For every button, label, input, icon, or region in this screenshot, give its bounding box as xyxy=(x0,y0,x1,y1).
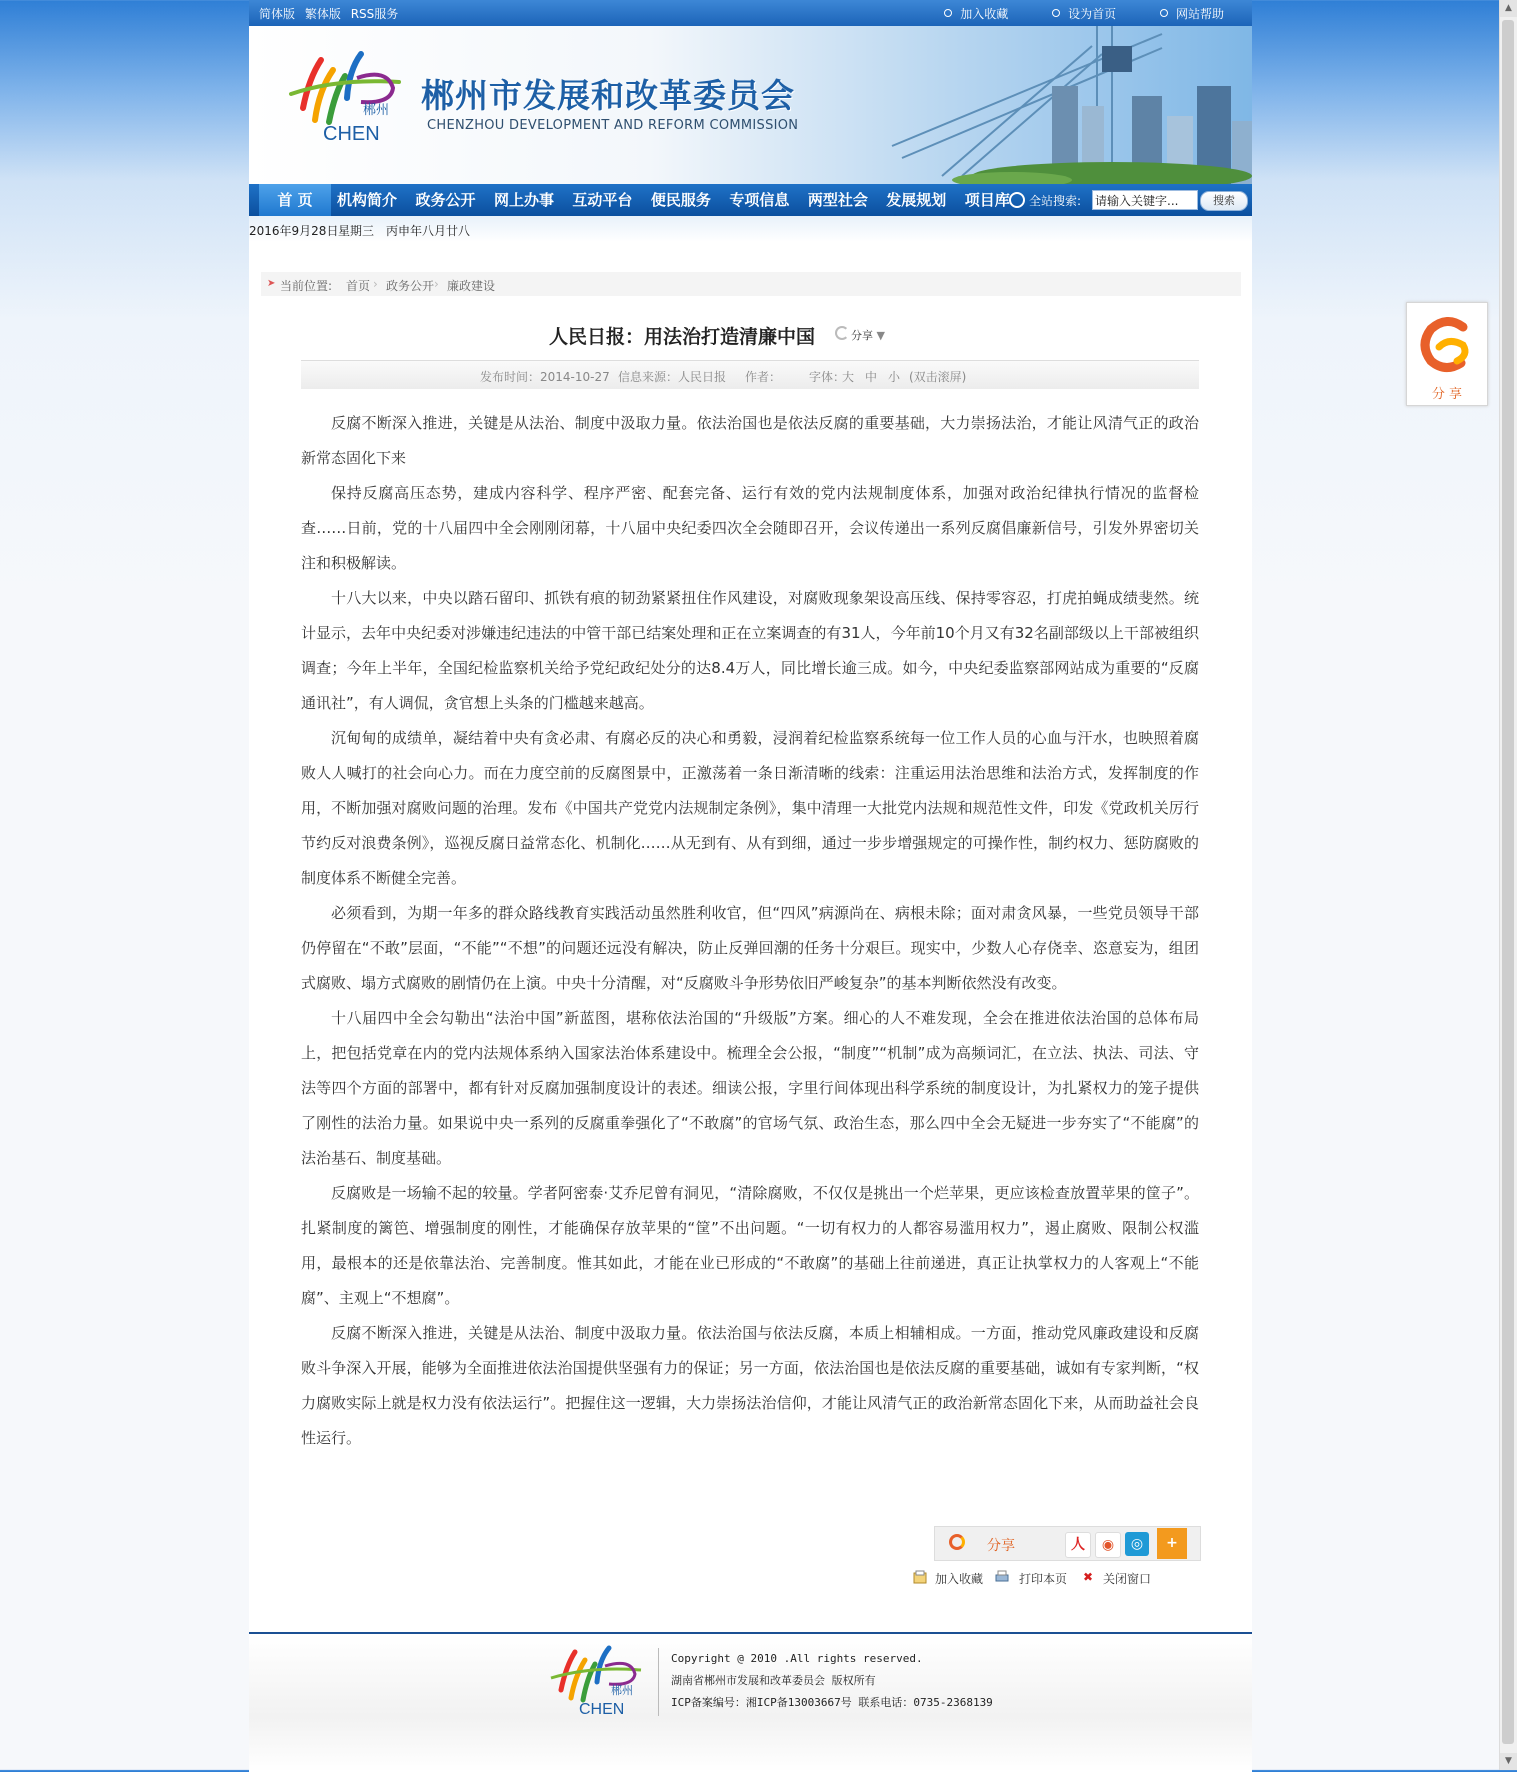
breadcrumb xyxy=(261,272,1241,296)
tencent-weibo-icon[interactable]: ◎ xyxy=(1125,1532,1149,1556)
owner-text: 湖南省郴州市发展和改革委员会 版权所有 xyxy=(671,1674,876,1687)
rss-link[interactable]: RSS服务 xyxy=(350,7,399,21)
simplified-chinese-link[interactable]: 简体版 xyxy=(259,7,296,21)
site-logo xyxy=(287,48,407,148)
nav-item-development-planning[interactable]: 发展规划 xyxy=(886,191,947,209)
chevron-down-icon: ▼ xyxy=(876,329,885,342)
footer xyxy=(249,1632,1252,1772)
breadcrumb-arrow-icon: ➤ xyxy=(267,278,276,289)
weibo-icon[interactable]: ◉ xyxy=(1095,1532,1121,1558)
site-title-english: CHENZHOU DEVELOPMENT AND REFORM COMMISSION xyxy=(427,118,799,133)
traditional-chinese-link[interactable]: 繁体版 xyxy=(304,7,341,21)
scrollbar-thumb[interactable] xyxy=(1502,20,1514,1744)
share-logo-icon xyxy=(1419,315,1475,377)
article-paragraph: 反腐不断深入推进，关键是从法治、制度中汲取力量。依法治国也是依法反腐的重要基础，大力崇扬法治，才能让风清气正的政治新常态固化下来 xyxy=(301,414,1199,467)
scroll-down-arrow-icon[interactable]: ▼ xyxy=(1500,1753,1517,1770)
info-source: 信息来源：人民日报 xyxy=(618,370,727,384)
lunar-date: 丙申年八月廿八 xyxy=(386,224,471,238)
breadcrumb-label: 当前位置: xyxy=(280,279,333,293)
nav-item-public-services[interactable]: 便民服务 xyxy=(650,191,711,209)
author: 作者： xyxy=(745,370,782,384)
breadcrumb-separator-icon: › xyxy=(373,277,378,291)
article-paragraph: 保持反腐高压态势，建成内容科学、程序严密、配套完备、运行有效的党内法规制度体系，加强对政治纪律执行情况的监督检查……日前，党的十八届四中全会刚刚闭幕，十八届中央纪委四次全会随即召开，会议传递出一系列反腐倡廉新信号，引发外界密切关注和积极解读。 xyxy=(301,484,1199,572)
floating-share-button[interactable] xyxy=(1406,302,1488,406)
add-favorite-link[interactable]: 加入收藏 xyxy=(944,7,1008,21)
article-paragraph: 十八大以来，中央以踏石留印、抓铁有痕的韧劲紧紧扭住作风建设，对腐败现象架设高压线、保持零容忍，打虎拍蝇成绩斐然。统计显示，去年中央纪委对涉嫌违纪违法的中管干部已结案处理和正在立案调查的有31人，今年前10个月又有32名副部级以上干部被组织调查；今年上半年，全国纪检监察机关给予党纪政纪处分的达8.4万人，同比增长逾三成。如今，中央纪委监察部网站成为重要的“反腐通讯社”，有人调侃，贪官想上头条的门槛越来越高。 xyxy=(301,589,1199,712)
page-tools xyxy=(913,1568,1213,1588)
nav-item-special-info[interactable]: 专项信息 xyxy=(729,191,790,209)
share-logo-icon[interactable] xyxy=(949,1534,965,1550)
set-homepage-link[interactable]: 设为首页 xyxy=(1052,7,1116,21)
nav-item-project-library[interactable]: 项目库 xyxy=(964,191,1010,209)
copyright-text: Copyright @ 2010 .All rights reserved. xyxy=(671,1652,923,1665)
article-paragraph: 十八届四中全会勾勒出“法治中国”新蓝图，堪称依法治国的“升级版”方案。细心的人不难发现，全会在推进依法治国的总体布局上，把包括党章在内的党内法规体系纳入国家法治体系建设中。梳理全会公报，“制度”“机制”成为高频词汇，在立法、执法、司法、守法等四个方面的部署中，都有针对反腐加强制度设计的表述。细读公报，字里行间体现出科学系统的制度设计，为扎紧权力的笼子提供了刚性的法治力量。如果说中央一系列的反腐重拳强化了“不敢腐”的官场气氛、政治生态，那么四中全会无疑进一步夯实了“不能腐”的法治基石、制度基础。 xyxy=(301,1009,1199,1167)
breadcrumb-item-home[interactable]: 首页 xyxy=(346,279,371,293)
svg-text:CHEN: CHEN xyxy=(323,123,380,145)
svg-text:郴州: 郴州 xyxy=(611,1684,633,1697)
current-weekday: 星期三 xyxy=(338,224,375,238)
article-body xyxy=(301,406,1199,1456)
title-share-button[interactable]: 分享 ▼ xyxy=(835,326,885,343)
breadcrumb-item-clean-governance[interactable]: 廉政建设 xyxy=(447,279,496,293)
font-size-medium[interactable]: 中 xyxy=(865,370,878,384)
breadcrumb-item-government-affairs[interactable]: 政务公开 xyxy=(386,279,435,293)
scroll-hint: (双击滚屏) xyxy=(909,370,967,384)
font-size-label: 字体： xyxy=(809,370,846,384)
nav-item-government-affairs[interactable]: 政务公开 xyxy=(415,191,476,209)
font-size-small[interactable]: 小 xyxy=(888,370,901,384)
nav-item-about[interactable]: 机构简介 xyxy=(337,191,398,209)
search-input[interactable] xyxy=(1092,190,1198,210)
article-meta-bar xyxy=(301,360,1199,389)
site-title: 郴州市发展和改革委员会 xyxy=(421,76,795,115)
nav-home[interactable]: 首 页 xyxy=(259,184,331,216)
breadcrumb-separator-icon: › xyxy=(434,277,439,291)
nav-item-two-oriented-society[interactable]: 两型社会 xyxy=(807,191,868,209)
main-navigation xyxy=(249,184,1252,216)
close-icon: ✖ xyxy=(1083,1570,1094,1584)
footer-info xyxy=(671,1648,993,1714)
bullet-icon xyxy=(1160,9,1168,17)
vertical-scrollbar[interactable] xyxy=(1499,0,1517,1770)
printer-icon xyxy=(995,1570,1009,1584)
share-toolbar xyxy=(934,1526,1201,1561)
nav-item-online-services[interactable]: 网上办事 xyxy=(493,191,554,209)
top-utility-bar xyxy=(249,0,1252,26)
article-paragraph: 反腐败是一场输不起的较量。学者阿密泰·艾乔尼曾有洞见，“清除腐败，不仅仅是挑出一个烂苹果，更应该检查放置苹果的筐子”。扎紧制度的篱笆、增强制度的刚性，才能确保存放苹果的“筐”不出问题。“一切有权力的人都容易滥用权力”，遏止腐败、限制公权滥用，最根本的还是依靠法治、完善制度。惟其如此，才能在业已形成的“不敢腐”的基础上往前递进，真正让执掌权力的人客观上“不能腐”、主观上“不想腐”。 xyxy=(301,1184,1199,1307)
share-label[interactable]: 分享 xyxy=(987,1538,1015,1554)
page-container xyxy=(249,0,1252,1770)
svg-text:郴州: 郴州 xyxy=(363,103,390,118)
header-banner xyxy=(249,26,1252,184)
bullet-icon xyxy=(944,9,952,17)
renren-icon[interactable]: 人 xyxy=(1065,1532,1091,1558)
scroll-up-arrow-icon[interactable]: ▲ xyxy=(1500,0,1517,17)
search-icon xyxy=(1009,192,1025,208)
svg-text:CHEN: CHEN xyxy=(579,1701,625,1718)
share-icon xyxy=(835,326,849,340)
font-size-large[interactable]: 大 xyxy=(842,370,855,384)
favorite-icon xyxy=(913,1570,927,1584)
floating-share-label: 分 享 xyxy=(1431,387,1463,402)
close-window-button[interactable]: 关闭窗口 xyxy=(1103,1572,1152,1586)
date-bar xyxy=(249,216,1252,242)
current-date: 2016年9月28日 xyxy=(249,224,339,238)
publish-time: 发布时间：2014-10-27 xyxy=(480,370,610,384)
city-construction-illustration xyxy=(832,26,1252,184)
bullet-icon xyxy=(1052,9,1060,17)
nav-item-interaction[interactable]: 互动平台 xyxy=(572,191,633,209)
icp-text: ICP备案编号：湘ICP备13003667号 联系电话：0735-2368139 xyxy=(671,1696,993,1709)
print-page-button[interactable]: 打印本页 xyxy=(1019,1572,1068,1586)
article-paragraph: 必须看到，为期一年多的群众路线教育实践活动虽然胜利收官，但“四风”病源尚在、病根未除；面对肃贪风暴，一些党员领导干部仍停留在“不敢”层面，“不能”“不想”的问题还远没有解决，防止反弹回潮的任务十分艰巨。现实中，少数人心存侥幸、恣意妄为，组团式腐败、塌方式腐败的剧情仍在上演。中央十分清醒，对“反腐败斗争形势依旧严峻复杂”的基本判断依然没有改变。 xyxy=(301,904,1199,992)
more-share-button[interactable]: + xyxy=(1157,1528,1187,1559)
add-favorite-button[interactable]: 加入收藏 xyxy=(935,1572,984,1586)
article-paragraph: 反腐不断深入推进，关键是从法治、制度中汲取力量。依法治国与依法反腐，本质上相辅相成。一方面，推动党风廉政建设和反腐败斗争深入开展，能够为全面推进依法治国提供坚强有力的保证；另一方面，依法治国也是依法反腐的重要基础，诚如有专家判断，“权力腐败实际上就是权力没有依法运行”。把握住这一逻辑，大力崇扬法治信仰，才能让风清气正的政治新常态固化下来，从而助益社会良性运行。 xyxy=(301,1324,1199,1447)
search-label: 全站搜索: xyxy=(1029,194,1082,208)
footer-logo xyxy=(549,1644,649,1720)
site-help-link[interactable]: 网站帮助 xyxy=(1160,7,1224,21)
footer-divider xyxy=(658,1648,659,1716)
search-button[interactable]: 搜索 xyxy=(1200,191,1248,211)
article-title: 人民日报：用法治打造清廉中国 xyxy=(549,326,816,348)
article-paragraph: 沉甸甸的成绩单，凝结着中央有贪必肃、有腐必反的决心和勇毅，浸润着纪检监察系统每一位工作人员的心血与汗水，也映照着腐败人人喊打的社会向心力。而在力度空前的反腐图景中，正激荡着一条日渐清晰的线索：注重运用法治思维和法治方式，发挥制度的作用，不断加强对腐败问题的治理。发布《中国共产党党内法规制定条例》，集中清理一大批党内法规和规范性文件，印发《党政机关厉行节约反对浪费条例》，巡视反腐日益常态化、机制化……从无到有、从有到细，通过一步步增强规定的可操作性，制约权力、惩防腐败的制度体系不断健全完善。 xyxy=(301,729,1199,887)
